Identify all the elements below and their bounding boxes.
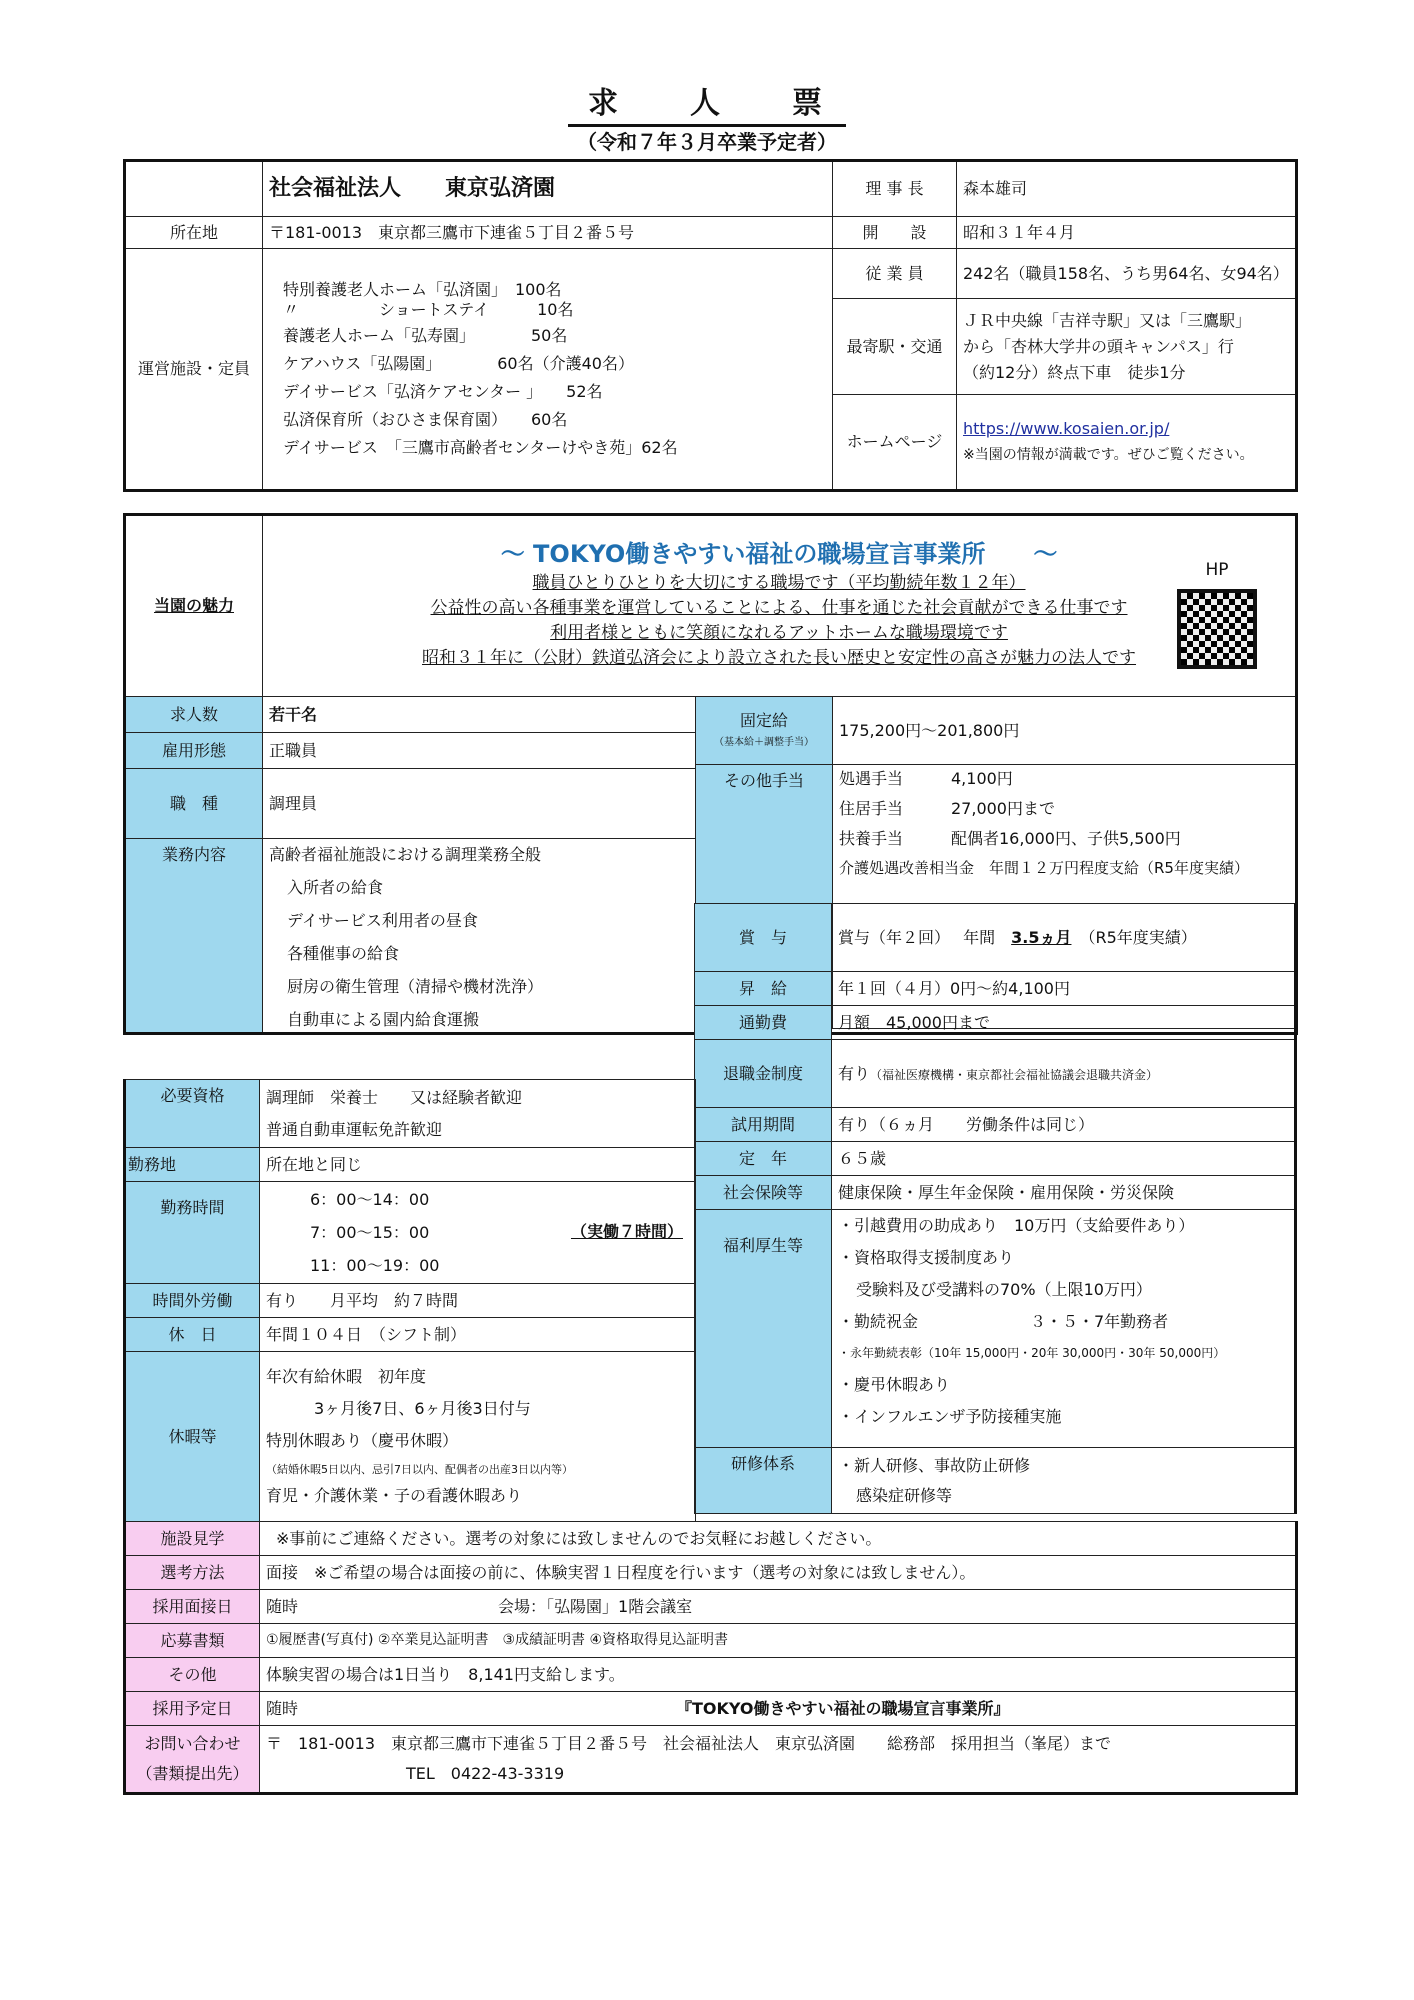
salary-value: 175,200円～201,800円 — [833, 697, 1297, 765]
hp-cell — [957, 395, 1297, 491]
appeal-title: ～ TOKYO働きやすい福祉の職場宣言事業所 ～ — [500, 539, 1058, 568]
qual-label: 必要資格 — [125, 1080, 260, 1148]
page-title: 求 人 票 — [0, 78, 1414, 127]
qr-code-icon[interactable] — [1177, 589, 1257, 669]
appeal-line-4: 昭和３１年に（公財）鉄道弘済会により設立された長い歴史と安定性の高さが魅力の法人です — [422, 648, 1137, 669]
ins-label: 社会保険等 — [695, 1176, 832, 1210]
contact-value: 〒 181-0013 東京都三鷹市下連雀５丁目２番５号 社会福祉法人 東京弘済園 総務部 採用担当（峯尾）まで TEL 0422-43-3319 — [260, 1726, 1297, 1794]
hp-label: ホームページ — [833, 395, 957, 491]
train-label: 研修体系 — [695, 1448, 832, 1514]
plan-value: 随時 『TOKYO働きやすい福祉の職場宣言事業所』 — [260, 1692, 1297, 1726]
facilities-label: 運営施設・定員 — [125, 249, 263, 491]
other-value: 体験実習の場合は1日当り 8,141円支給します。 — [260, 1658, 1297, 1692]
staff-value: 242名（職員158名、うち男64名、女94名） — [957, 249, 1297, 299]
hours-label: 勤務時間 — [125, 1182, 260, 1284]
hours-note: （実働７時間） — [570, 1222, 683, 1241]
appeal-label: 当園の魅力 — [125, 515, 263, 697]
ot-value: 有り 月平均 約７時間 — [260, 1284, 696, 1318]
appeal-line-1: 職員ひとりひとりを大切にする職場です（平均勤続年数１２年） — [532, 572, 1026, 593]
access-label: 最寄駅・交通 — [833, 299, 957, 395]
welfare-label: 福利厚生等 — [695, 1210, 832, 1448]
qual-value: 調理師 栄養士 又は経験者歓迎 普通自動車運転免許歓迎 — [260, 1080, 696, 1148]
interview-label: 採用面接日 — [125, 1590, 260, 1624]
ins-value: 健康保険・厚生年金保険・雇用保険・労災保険 — [832, 1176, 1296, 1210]
age-label: 定 年 — [695, 1142, 832, 1176]
type-value: 正職員 — [263, 733, 696, 769]
leave-label: 休暇等 — [125, 1352, 260, 1522]
salary-label-cell: 固定給 （基本給＋調整手当） — [696, 697, 833, 765]
count-value: 若干名 — [263, 697, 696, 733]
duty-value: 高齢者福祉施設における調理業務全般 入所者の給食 デイサービス利用者の昼食 各種催事の給食 厨房の衛生管理（清掃や機材洗浄） 自動車による園内給食運搬 — [263, 839, 696, 1034]
type-label: 雇用形態 — [125, 733, 263, 769]
org-name: 社会福祉法人 東京弘済園 — [263, 161, 833, 217]
access-value: ＪＲ中央線「吉祥寺駅」又は「三鷹駅」 から「杏林大学井の頭キャンパス」行 （約12分）終点下車 徒歩1分 — [957, 299, 1297, 395]
bonus-value: 賞与（年２回） 年間 3.5ヵ月 （R5年度実績） — [832, 904, 1296, 972]
staff-label: 従 業 員 — [833, 249, 957, 299]
holiday-label: 休 日 — [125, 1318, 260, 1352]
hp-link[interactable]: https://www.kosaien.or.jp/ — [963, 419, 1170, 439]
address-value: 〒181-0013 東京都三鷹市下連雀５丁目２番５号 — [263, 217, 833, 249]
hours-value: 6：00～14：00 7：00～15：00 11：00～19：00 （実働７時間） — [260, 1182, 696, 1284]
bottom-table — [123, 1521, 1298, 1795]
org-table — [123, 159, 1298, 492]
raise-label: 昇 給 — [695, 972, 832, 1006]
age-value: ６５歳 — [832, 1142, 1296, 1176]
retire-label: 退職金制度 — [695, 1040, 832, 1108]
holiday-value: 年間１０４日 （シフト制） — [260, 1318, 696, 1352]
raise-value: 年１回（４月）0円～約4,100円 — [832, 972, 1296, 1006]
place-value: 所在地と同じ — [260, 1148, 696, 1182]
appeal-line-3: 利用者様とともに笑顔になれるアットホームな職場環境です — [550, 623, 1008, 643]
founded-label: 開 設 — [833, 217, 957, 249]
kind-label: 職 種 — [125, 769, 263, 839]
visit-label: 施設見学 — [125, 1522, 260, 1556]
ot-label: 時間外労働 — [125, 1284, 260, 1318]
welfare-value: ・引越費用の助成あり 10万円（支給要件あり） ・資格取得支援制度あり 受験料及び受講料の70%（上限10万円） ・勤続祝金 ３・５・7年勤務者 ・永年勤続表彰（10年 15,000円・20年 30,000円・30年 50,000円） ・慶弔休暇あり ・インフルエンザ予防接種実施 — [832, 1210, 1296, 1448]
duty-label: 業務内容 — [125, 839, 263, 1034]
docs-value: ①履歴書(写真付) ②卒業見込証明書 ③成績証明書 ④資格取得見込証明書 — [260, 1624, 1297, 1658]
place-label: 勤務地 — [125, 1148, 260, 1182]
allow-value: 処遇手当 4,100円 住居手当 27,000円まで 扶養手当 配偶者16,000円、子供5,500円 介護処遇改善相当金 年間１２万円程度支給（R5年度実績） — [833, 765, 1297, 1029]
leave-value: 年次有給休暇 初年度 3ヶ月後7日、6ヶ月後3日付与 特別休暇あり（慶弔休暇） （結婚休暇5日以内、忌引7日以内、配偶者の出産3日以内等） 育児・介護休業・子の看護休暇あり — [260, 1352, 696, 1522]
plan-label: 採用予定日 — [125, 1692, 260, 1726]
trial-label: 試用期間 — [695, 1108, 832, 1142]
chairman-label: 理 事 長 — [833, 161, 957, 217]
appeal-line-2: 公益性の高い各種事業を運営していることによる、仕事を通じた社会貢献ができる仕事です — [430, 597, 1128, 618]
visit-value: ※事前にご連絡ください。選考の対象には致しませんのでお気軽にお越しください。 — [260, 1522, 1297, 1556]
hp-caption: HP — [1205, 560, 1229, 580]
other-label: その他 — [125, 1658, 260, 1692]
chairman-value: 森本雄司 — [957, 161, 1297, 217]
train-value: ・新人研修、事故防止研修 感染症研修等 — [832, 1448, 1296, 1514]
conditions-table-right — [694, 903, 1297, 1514]
commute-value: 月額 45,000円まで — [832, 1006, 1296, 1040]
commute-label: 通勤費 — [695, 1006, 832, 1040]
kind-value: 調理員 — [263, 769, 696, 839]
docs-label: 応募書類 — [125, 1624, 260, 1658]
allow-label: その他手当 — [696, 765, 833, 1029]
hp-note: ※当園の情報が満載です。ぜひご覧ください。 — [963, 447, 1254, 464]
address-label: 所在地 — [125, 217, 263, 249]
select-label: 選考方法 — [125, 1556, 260, 1590]
appeal-cell — [263, 515, 1297, 697]
founded-value: 昭和３１年４月 — [957, 217, 1297, 249]
trial-value: 有り（６ヵ月 労働条件は同じ） — [832, 1108, 1296, 1142]
page-subtitle: （令和７年３月卒業予定者） — [577, 130, 837, 154]
contact-label: お問い合わせ （書類提出先） — [125, 1726, 260, 1794]
count-label: 求人数 — [125, 697, 263, 733]
interview-value: 随時 会場：「弘陽園」1階会議室 — [260, 1590, 1297, 1624]
retire-value: 有り（福祉医療機構・東京都社会福祉協議会退職共済金） — [832, 1040, 1296, 1108]
facilities-list: 特別養護老人ホーム「弘済園」 100名 〃 ショートステイ 10名 養護老人ホーム「弘寿園」 50名 ケアハウス「弘陽園」 60名（介護40名） デイサービス「弘済ケアセンター 」 52名 弘済保育所（おひさま保育園） 60名 デイサービス 「三鷹市高齢者センターけやき苑」62名 — [263, 249, 833, 491]
select-value: 面接 ※ご希望の場合は面接の前に、体験実習１日程度を行います（選考の対象には致しません）。 — [260, 1556, 1297, 1590]
bonus-label: 賞 与 — [695, 904, 832, 972]
conditions-table-left — [123, 1079, 696, 1522]
